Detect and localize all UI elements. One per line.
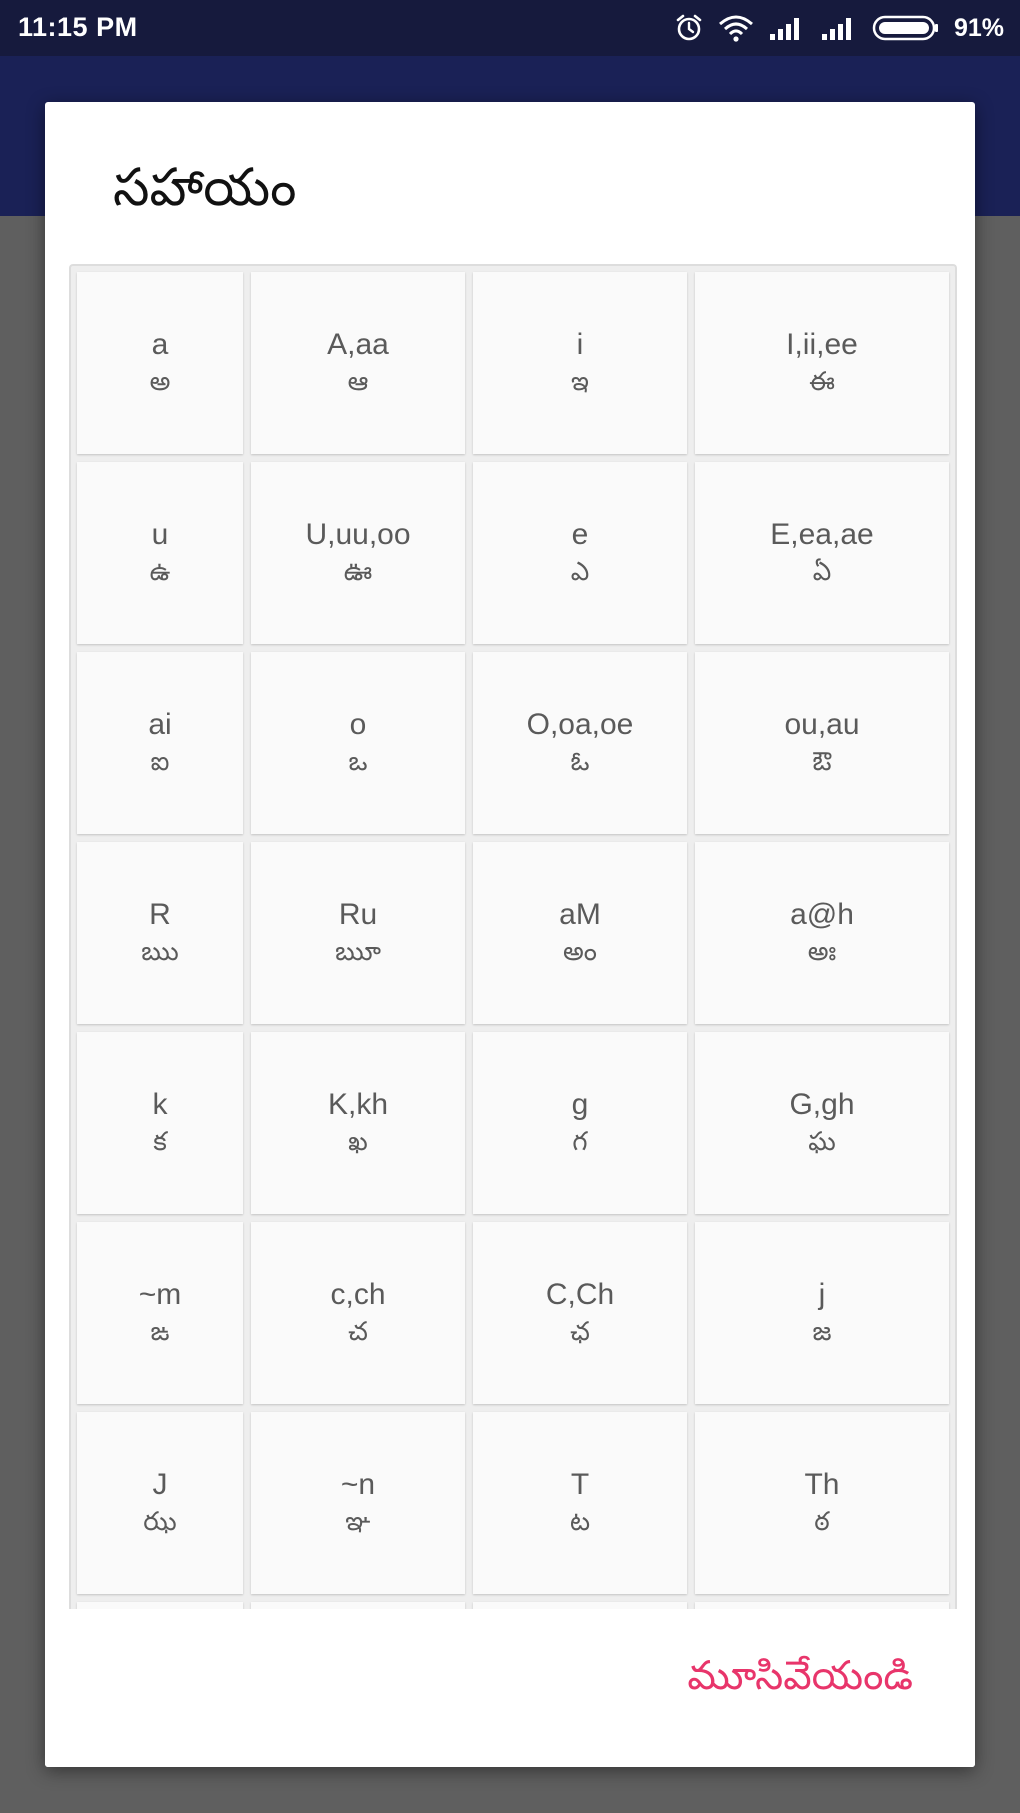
roman-key-label: o	[349, 708, 367, 741]
roman-key-label: G,gh	[789, 1088, 855, 1121]
telugu-letter-label: ఉ	[149, 557, 171, 587]
telugu-letter-label: ట	[569, 1507, 591, 1537]
battery-percent: 91%	[953, 13, 1004, 42]
dialog-actions	[45, 1609, 975, 1767]
grid-cell[interactable]	[77, 272, 243, 454]
signal-icon	[768, 14, 806, 42]
grid-cell[interactable]	[77, 462, 243, 644]
grid-cell[interactable]	[695, 272, 949, 454]
grid-cell[interactable]	[695, 1032, 949, 1214]
grid-cell[interactable]	[695, 462, 949, 644]
roman-key-label: a	[151, 328, 169, 361]
grid-cell[interactable]	[251, 1222, 465, 1404]
telugu-letter-label: ఇ	[571, 367, 589, 397]
telugu-letter-label: ఓ	[570, 747, 590, 777]
grid-cell[interactable]	[251, 652, 465, 834]
roman-key-label: u	[151, 518, 169, 551]
telugu-letter-label: ఆ	[347, 367, 369, 397]
grid-cell[interactable]	[473, 1222, 687, 1404]
dialog-title: సహాయం	[113, 158, 297, 218]
grid-cell[interactable]	[695, 652, 949, 834]
grid-cell[interactable]	[473, 842, 687, 1024]
roman-key-label: g	[571, 1088, 589, 1121]
roman-key-label: C,Ch	[545, 1278, 615, 1311]
status-icons	[674, 10, 1004, 46]
telugu-letter-label: అం	[563, 937, 597, 967]
roman-key-label: c,ch	[330, 1278, 386, 1311]
wifi-icon	[718, 14, 754, 42]
telugu-letter-label: గ	[572, 1127, 588, 1157]
grid-cell[interactable]	[251, 842, 465, 1024]
help-dialog	[45, 102, 975, 1767]
roman-key-label: K,kh	[327, 1088, 389, 1121]
roman-key-label: k	[152, 1088, 168, 1121]
grid-cell[interactable]	[77, 652, 243, 834]
roman-key-label: U,uu,oo	[305, 518, 411, 551]
telugu-letter-label: ఎ	[570, 557, 590, 587]
telugu-letter-label: ఘ	[808, 1127, 836, 1157]
roman-key-label: a@h	[790, 898, 854, 931]
grid-cell[interactable]	[251, 1412, 465, 1594]
telugu-letter-label: ఊ	[343, 557, 373, 587]
telugu-letter-label: ఛ	[570, 1317, 590, 1347]
roman-key-label: aM	[559, 898, 601, 931]
telugu-letter-label: అ	[149, 367, 171, 397]
roman-key-label: Ru	[338, 898, 378, 931]
roman-key-label: E,ea,ae	[770, 518, 874, 551]
roman-key-label: R	[149, 898, 171, 931]
telugu-letter-label: ఞ	[345, 1507, 371, 1537]
grid-cell[interactable]	[473, 652, 687, 834]
telugu-letter-label: ౠ	[335, 937, 381, 967]
grid-cell[interactable]	[77, 1222, 243, 1404]
grid-cell[interactable]	[695, 1222, 949, 1404]
roman-key-label: J	[152, 1468, 168, 1501]
telugu-letter-label: ఒ	[348, 747, 368, 777]
grid-cell[interactable]	[695, 842, 949, 1024]
status-bar	[0, 0, 1020, 56]
alarm-icon	[674, 13, 704, 43]
grid-cell[interactable]	[251, 462, 465, 644]
grid-cell[interactable]	[251, 1032, 465, 1214]
telugu-letter-label: ఏ	[812, 557, 832, 587]
telugu-letter-label: ఐ	[150, 747, 170, 777]
telugu-letter-label: ఝ	[143, 1507, 177, 1537]
roman-key-label: I,ii,ee	[786, 328, 858, 361]
grid-cell[interactable]	[473, 1032, 687, 1214]
grid-cell[interactable]	[251, 272, 465, 454]
telugu-letter-label: ఋ	[141, 937, 179, 967]
roman-key-label: Th	[804, 1468, 840, 1501]
roman-key-label: e	[571, 518, 589, 551]
grid-cell[interactable]	[473, 1412, 687, 1594]
telugu-letter-label: ఈ	[809, 367, 835, 397]
grid-cell[interactable]	[473, 462, 687, 644]
roman-key-label: ou,au	[784, 708, 860, 741]
roman-key-label: ~n	[340, 1468, 376, 1501]
roman-key-label: j	[818, 1278, 826, 1311]
telugu-letter-label: ఖ	[348, 1127, 368, 1157]
telugu-letter-label: జ	[812, 1317, 832, 1347]
grid-cell[interactable]	[473, 272, 687, 454]
roman-key-label: ai	[148, 708, 172, 741]
telugu-letter-label: ఔ	[812, 747, 832, 777]
grid-cells	[71, 266, 955, 1713]
telugu-letter-label: ఙ	[150, 1317, 170, 1347]
grid-cell[interactable]	[77, 1032, 243, 1214]
roman-key-label: ~m	[138, 1278, 182, 1311]
telugu-letter-label: ఠ	[814, 1507, 830, 1537]
status-time: 11:15 PM	[18, 12, 138, 42]
grid-cell[interactable]	[77, 1412, 243, 1594]
telugu-letter-label: అః	[807, 937, 837, 967]
grid-cell[interactable]	[695, 1412, 949, 1594]
signal-icon	[820, 14, 858, 42]
roman-key-label: O,oa,oe	[526, 708, 634, 741]
roman-key-label: A,aa	[327, 328, 389, 361]
battery-icon	[872, 14, 940, 42]
transliteration-grid[interactable]	[69, 264, 957, 1713]
close-button[interactable]: మూసివేయండి	[687, 1653, 913, 1709]
telugu-letter-label: చ	[348, 1317, 368, 1347]
grid-cell[interactable]	[77, 842, 243, 1024]
roman-key-label: i	[576, 328, 584, 361]
roman-key-label: T	[570, 1468, 590, 1501]
telugu-letter-label: క	[153, 1127, 167, 1157]
